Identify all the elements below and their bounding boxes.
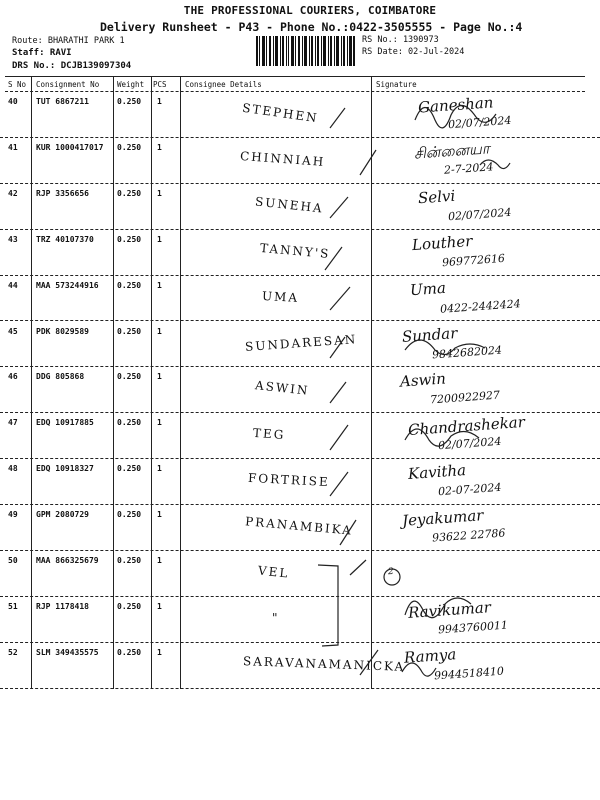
cell-pcs: 1 (157, 464, 162, 474)
cell-pcs: 1 (157, 647, 162, 657)
cell-pcs: 1 (157, 418, 162, 428)
cell-consignee-name: PRANAMBIKA (244, 514, 354, 538)
cell-weight: 0.250 (117, 601, 142, 611)
cell-consignment-no: PDK 8029589 (36, 326, 89, 336)
table-row (0, 92, 600, 138)
cell-consignee-name: TANNY'S (259, 240, 331, 261)
cell-consignee-name: CHINNIAH (239, 148, 326, 169)
cell-signature-note: 02-07-2024 (437, 480, 502, 499)
cell-signature: Ravikumar (407, 598, 492, 622)
cell-sno: 41 (8, 142, 18, 152)
cell-weight: 0.250 (117, 510, 142, 520)
col-header-sno: S No (8, 80, 27, 89)
table-row (0, 459, 600, 505)
cell-signature-note: 02/07/2024 (437, 435, 502, 453)
cell-signature: Aswin (399, 369, 447, 391)
cell-consignment-no: SLM 349435575 (36, 647, 99, 657)
table-row (0, 184, 600, 230)
cell-signature: Sundar (401, 323, 458, 346)
cell-sno: 44 (8, 280, 18, 290)
cell-signature: Ganeshan (417, 93, 494, 117)
cell-signature-note: 2-7-2024 (443, 160, 494, 177)
company-title: THE PROFESSIONAL COURIERS, COIMBATORE (183, 4, 437, 17)
cell-weight: 0.250 (117, 280, 142, 290)
cell-sno: 48 (8, 464, 18, 474)
table-row (0, 643, 600, 689)
col-header-details: Consignee Details (185, 80, 262, 89)
cell-signature-note: 9943760011 (437, 618, 509, 637)
col-header-pcs: PCS (153, 80, 167, 89)
cell-consignee-name: SUNEHA (254, 194, 325, 216)
cell-sno: 47 (8, 418, 18, 428)
cell-pcs: 1 (157, 142, 162, 152)
cell-consignee-name: ASWIN (254, 378, 311, 399)
table-row (0, 597, 600, 643)
cell-weight: 0.250 (117, 188, 142, 198)
table-row (0, 138, 600, 184)
cell-signature: சின்னையா (413, 139, 491, 163)
cell-weight: 0.250 (117, 234, 142, 244)
cell-weight: 0.250 (117, 556, 142, 565)
cell-consignment-no: TUT 6867211 (36, 97, 89, 106)
cell-consignment-no: TRZ 40107370 (36, 234, 94, 244)
cell-signature: Chandrashekar (407, 413, 526, 440)
cell-pcs: 1 (157, 234, 162, 244)
cell-consignee-name: SUNDARESAN (244, 331, 358, 354)
runsheet-title: Delivery Runsheet - P43 - Phone No.:0422-3505555 - Page No.:4 (100, 20, 523, 34)
cell-consignment-no: RJP 3356656 (36, 188, 89, 198)
cell-pcs: 1 (157, 510, 162, 520)
cell-pcs: 1 (157, 97, 162, 106)
cell-weight: 0.250 (117, 647, 142, 657)
cell-signature-note: 7200922927 (429, 388, 501, 407)
cell-weight: 0.250 (117, 142, 142, 152)
table-top-border (5, 76, 585, 77)
cell-sno: 42 (8, 188, 18, 198)
cell-sno: 40 (8, 97, 18, 106)
cell-consignee-name: TEG (252, 426, 286, 443)
cell-sno: 52 (8, 647, 18, 657)
cell-sno: 49 (8, 510, 18, 520)
cell-signature-note: 0422-2442424 (439, 296, 522, 316)
rs-number: RS No.: 1390973 (362, 35, 439, 45)
cell-signature-note: 02/07/2024 (447, 205, 512, 223)
cell-weight: 0.250 (117, 464, 142, 474)
cell-consignee-name: STEPHEN (241, 100, 320, 126)
cell-signature-note: 02/07/2024 (447, 113, 512, 132)
cell-signature: Ramya (403, 644, 457, 667)
cell-consignment-no: MAA 573244916 (36, 280, 99, 290)
cell-consignee-name: FORTRISE (247, 471, 331, 490)
cell-consignment-no: DDG 805868 (36, 372, 85, 382)
table-row (0, 276, 600, 322)
cell-signature: Jeyakumar (401, 506, 484, 530)
cell-weight: 0.250 (117, 97, 142, 106)
cell-signature-note: 2 (387, 566, 395, 578)
col-header-weight: Weight (117, 80, 145, 89)
table-row (0, 367, 600, 413)
cell-signature: Louther (411, 231, 473, 254)
table-row (0, 322, 600, 368)
cell-signature-note: 93622 22786 (431, 526, 506, 545)
cell-signature-note: 9944518410 (433, 664, 505, 683)
cell-consignment-no: KUR 1000417017 (36, 142, 104, 152)
cell-consignee-name: UMA (261, 288, 300, 305)
cell-signature: Kavitha (407, 461, 467, 484)
cell-pcs: 1 (157, 280, 162, 290)
cell-consignment-no: RJP 1178418 (36, 601, 89, 611)
cell-signature: Uma (409, 278, 447, 299)
cell-signature-note: 9842682024 (431, 343, 503, 361)
cell-pcs: 1 (157, 556, 162, 565)
cell-sno: 43 (8, 234, 18, 244)
table-row (0, 230, 600, 276)
route-label: Route: BHARATHI PARK 1 (12, 36, 125, 46)
cell-pcs: 1 (157, 372, 162, 382)
cell-consignee-name: " (272, 610, 280, 625)
cell-consignee-name: SARAVANAMANICKA (242, 653, 406, 674)
table-row (0, 505, 600, 551)
staff-label: Staff: RAVI (12, 48, 72, 58)
cell-pcs: 1 (157, 188, 162, 198)
cell-sno: 50 (8, 556, 18, 565)
rs-date: RS Date: 02-Jul-2024 (362, 47, 465, 57)
cell-consignment-no: EDQ 10917885 (36, 418, 94, 428)
cell-consignee-name: VEL (257, 563, 291, 581)
cell-weight: 0.250 (117, 418, 142, 428)
cell-sno: 45 (8, 326, 18, 336)
drs-number: DRS No.: DCJB139097304 (12, 61, 132, 71)
table-row (0, 551, 600, 597)
cell-weight: 0.250 (117, 326, 142, 336)
cell-consignment-no: GPM 2080729 (36, 510, 89, 520)
barcode-image (256, 36, 356, 66)
col-header-consignment: Consignment No (36, 80, 100, 89)
col-header-signature: Signature (376, 80, 417, 89)
cell-pcs: 1 (157, 601, 162, 611)
cell-consignment-no: MAA 866325679 (36, 556, 99, 565)
cell-sno: 46 (8, 372, 18, 382)
cell-signature: Selvi (417, 186, 456, 208)
cell-signature-note: 969772616 (441, 251, 506, 269)
cell-weight: 0.250 (117, 372, 142, 382)
cell-sno: 51 (8, 601, 18, 611)
cell-pcs: 1 (157, 326, 162, 336)
table-row (0, 413, 600, 459)
cell-consignment-no: EDQ 10918327 (36, 464, 94, 474)
